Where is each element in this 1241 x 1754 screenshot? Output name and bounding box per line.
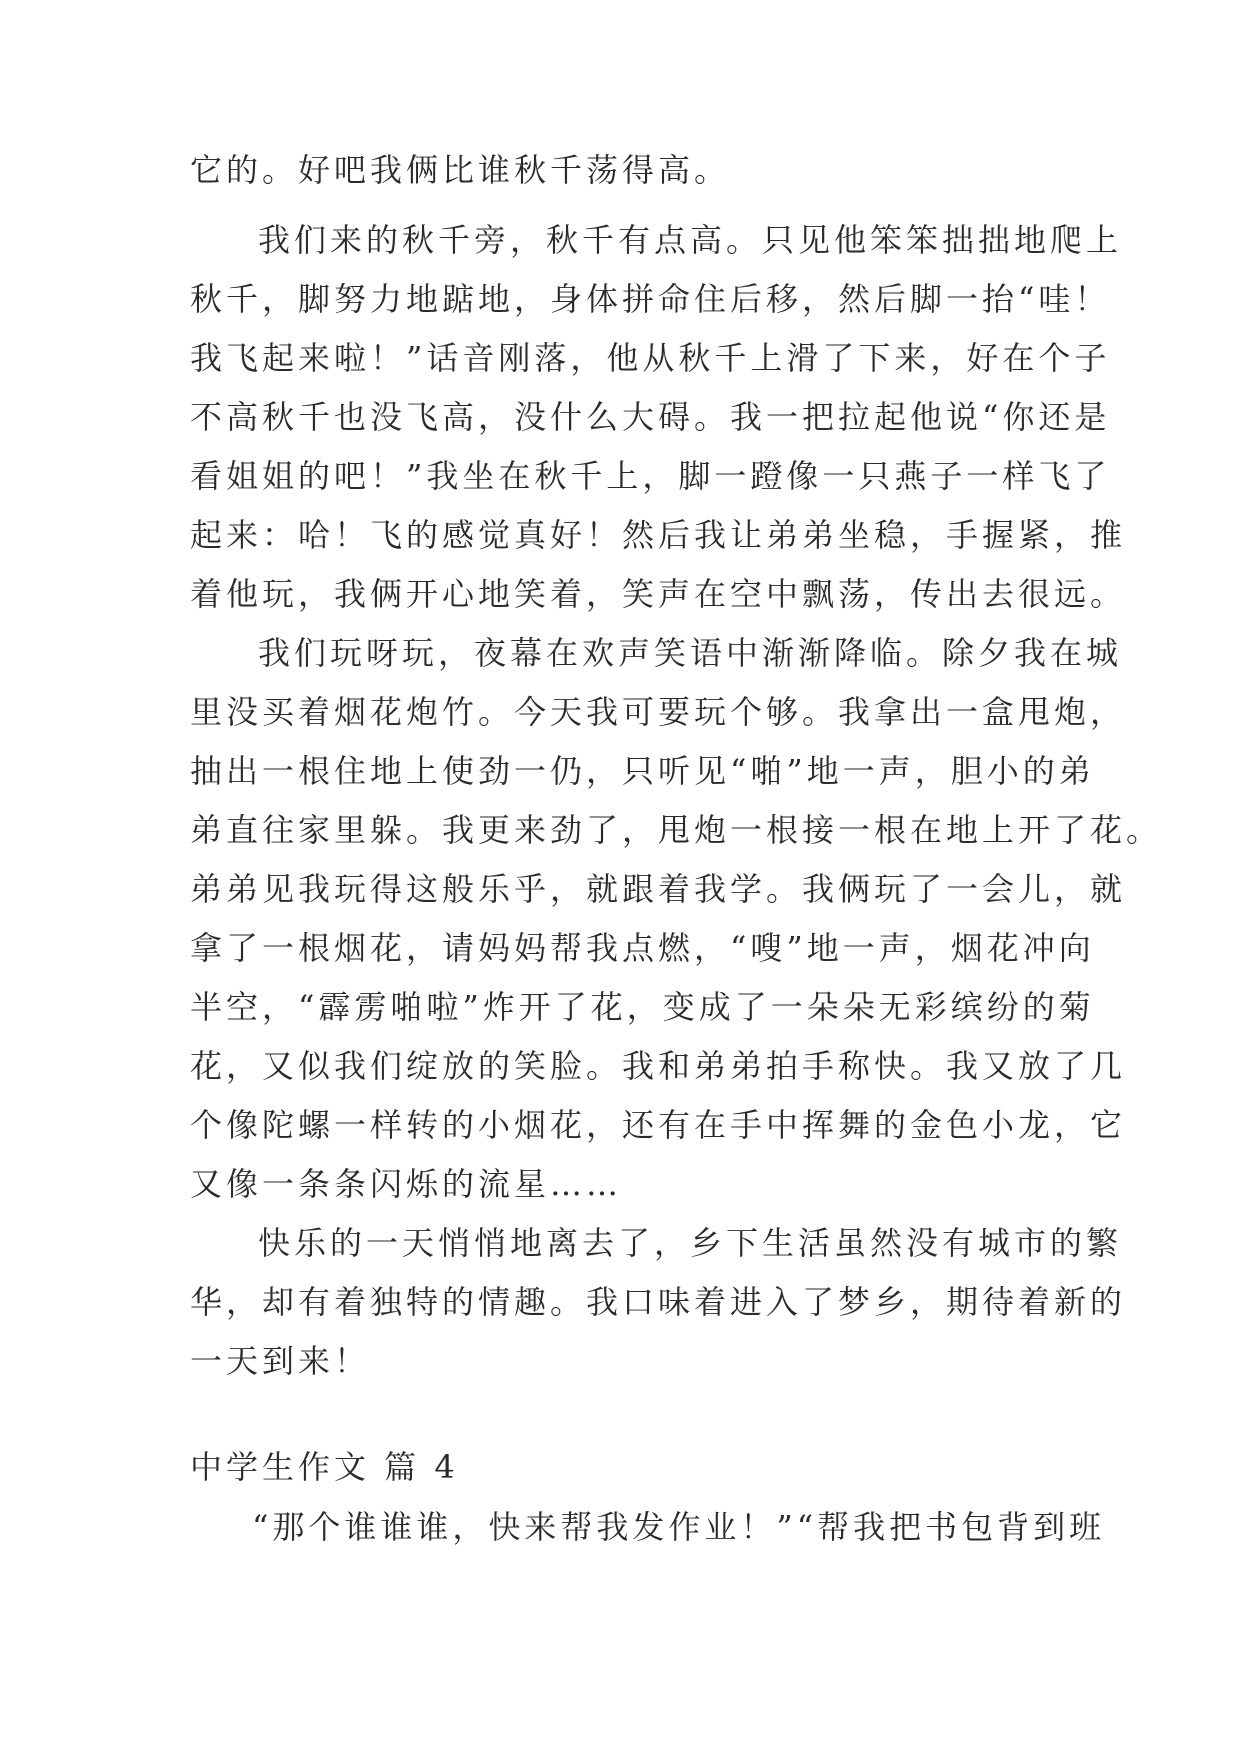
paragraph-first-line: 我们来的秋千旁，秋千有点高。只见他笨笨拙拙地爬上 xyxy=(258,221,1123,259)
text-line: 秋千，脚努力地踮地，身体拼命住后移，然后脚一抬“哇！ xyxy=(190,280,1111,318)
text-line: 起来：哈！飞的感觉真好！然后我让弟弟坐稳，手握紧，推 xyxy=(190,516,1127,554)
text-line: 里没买着烟花炮竹。今天我可要玩个够。我拿出一盒甩炮， xyxy=(190,693,1127,731)
text-line: 一天到来！ xyxy=(190,1342,371,1380)
section-heading: 中学生作文 篇 4 xyxy=(190,1448,459,1486)
text-line: 半空，“霹雳啪啦”炸开了花，变成了一朵朵无彩缤纷的菊 xyxy=(190,988,1095,1026)
text-line: 花，又似我们绽放的笑脸。我和弟弟拍手称快。我又放了几 xyxy=(190,1047,1127,1085)
text-line: 弟直往家里躲。我更来劲了，甩炮一根接一根在地上开了花。 xyxy=(190,811,1163,849)
text-line: 我飞起来啦！”话音刚落，他从秋千上滑了下来，好在个子 xyxy=(190,339,1111,377)
essay-text xyxy=(190,0,1163,1754)
text-line: 华，却有着独特的情趣。我口味着进入了梦乡，期待着新的 xyxy=(190,1283,1127,1321)
text-line: 看姐姐的吧！”我坐在秋千上，脚一蹬像一只燕子一样飞了 xyxy=(190,457,1111,495)
text-line: 又像一条条闪烁的流星…… xyxy=(190,1165,623,1203)
text-line: 它的。好吧我俩比谁秋千荡得高。 xyxy=(190,151,731,189)
text-line: 抽出一根住地上使劲一仍，只听见“啪”地一声，胆小的弟 xyxy=(190,752,1095,790)
text-line: 拿了一根烟花，请妈妈帮我点燃，“嗖”地一声，烟花冲向 xyxy=(190,929,1095,967)
paragraph-first-line: 我们玩呀玩，夜幕在欢声笑语中渐渐降临。除夕我在城 xyxy=(258,634,1123,672)
paragraph-first-line: 快乐的一天悄悄地离去了，乡下生活虽然没有城市的繁 xyxy=(258,1224,1123,1262)
text-line: 着他玩，我俩开心地笑着，笑声在空中飘荡，传出去很远。 xyxy=(190,575,1127,613)
paragraph-first-line: “那个谁谁谁，快来帮我发作业！”“帮我把书包背到班 xyxy=(252,1508,1106,1546)
text-line: 不高秋千也没飞高，没什么大碍。我一把拉起他说“你还是 xyxy=(190,398,1111,436)
text-line: 个像陀螺一样转的小烟花，还有在手中挥舞的金色小龙，它 xyxy=(190,1106,1127,1144)
text-line: 弟弟见我玩得这般乐乎，就跟着我学。我俩玩了一会儿，就 xyxy=(190,870,1127,908)
